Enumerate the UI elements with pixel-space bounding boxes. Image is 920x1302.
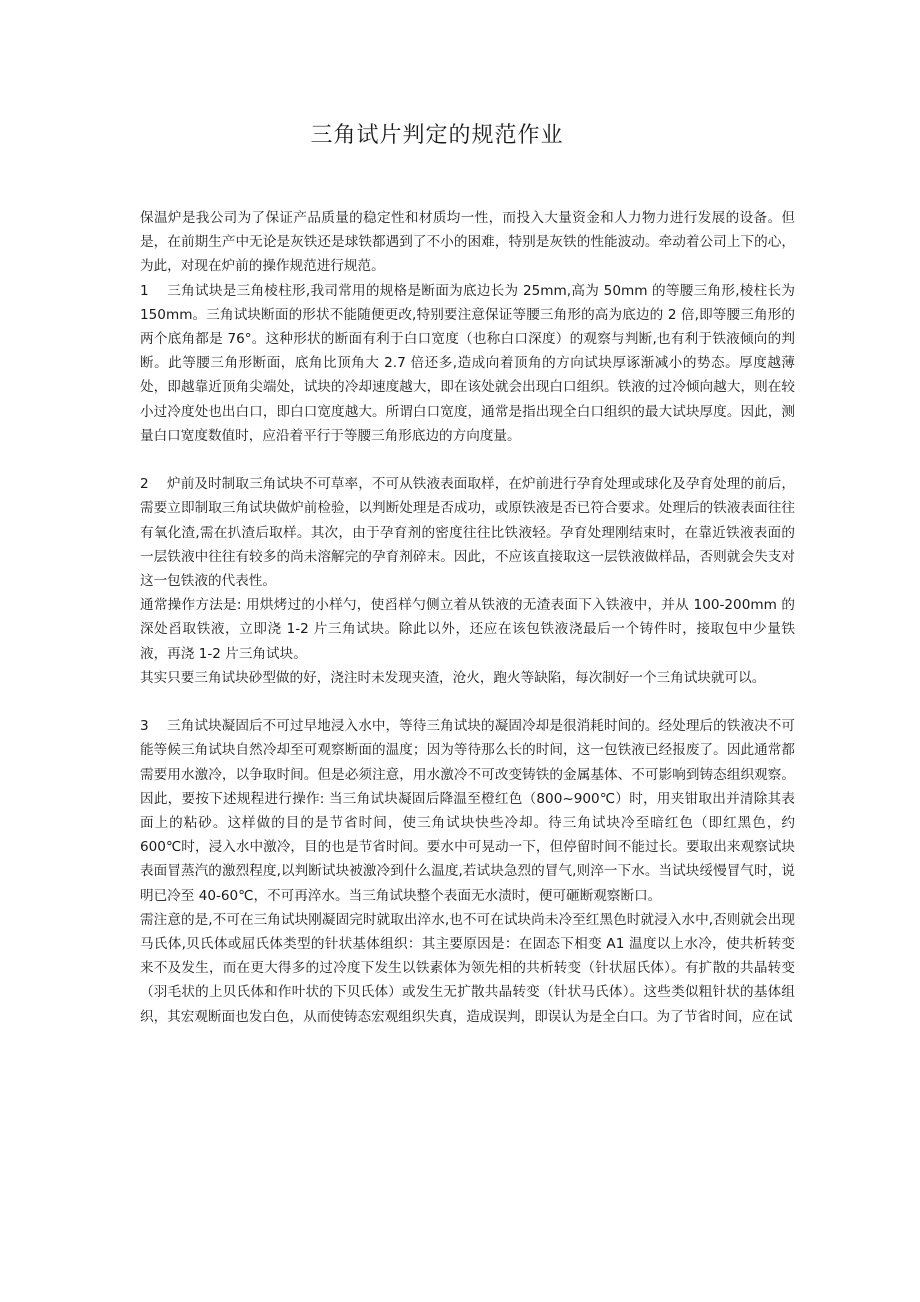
section-2-method-paragraph: 通常操作方法是: 用烘烤过的小样勺，使舀样勺侧立着从铁液的无渣表面下入铁液中，并从 100-200mm 的深处舀取铁液，立即浇 1-2 片三角试块。除此以外，还应在该包铁液浇最后一个铸件时，接取包中少量铁液，再浇 1-2 片三角试块。 xyxy=(140,597,795,662)
section-3-paragraph xyxy=(140,714,795,908)
paragraph-gap xyxy=(140,448,795,472)
paragraph-gap xyxy=(140,690,795,714)
document-body xyxy=(140,206,795,1029)
section-1-paragraph xyxy=(140,279,795,448)
section-3-caution-paragraph: 需注意的是,不可在三角试块刚凝固完时就取出淬水,也不可在试块尚未冷至红黑色时就浸入水中,否则就会出现马氏体,贝氏体或屈氏体类型的针状基体组织：其主要原因是：在固态下相变 A1 温度以上水冷，使共析转变来不及发生，而在更大得多的过冷度下发生以铁素体为领先相的共析转变（针状屈氏体）。有扩散的共晶转变（羽毛状的上贝氏体和作叶状的下贝氏体）或发生无扩散共晶转变（针状马氏体）。这些类似粗针状的基体组 织，其宏观断面也发白色，从而使铸态宏观组织失真，造成误判，即误认为是全白口。为了节省时间，应在试 xyxy=(140,911,795,1025)
section-1-number: 1 xyxy=(140,282,149,299)
section-2-number: 2 xyxy=(140,476,149,493)
section-1-text: 三角试块是三角棱柱形,我司常用的规格是断面为底边长为 25mm,高为 50mm 的等腰三角形,棱柱长为 150mm。三角试块断面的形状不能随便更改,特别要注意保证等腰三角形的高为底边的 2 倍,即等腰三角形的两个底角都是 76°。这种形状的断面有利于白口宽度（也称白口深度）的观察与判断,也有利于铁液倾向的判断。此等腰三角形断面，底角比顶角大 2.7 倍还多,造成向着顶角的方向试块厚诼渐减小的势态。厚度越薄处，即越靠近顶角尖端处，试块的冷却速度越大，即在该处就会出现白口组织。铁液的过冷倾向越大，则在较小过冷度处也出白口，即白口宽度越大。所谓白口宽度，通常是指出现全白口组织的最大试块厚度。因此，测量白口宽度数值时，应沿着平行于等腰三角形底边的方向度量。 xyxy=(140,282,795,444)
section-2-paragraph xyxy=(140,472,795,593)
section-2-note-paragraph: 其实只要三角试块砂型做的好，浇注时未发现夹渣，沧火，跑火等缺陷，每次制好一个三角试块就可以。 xyxy=(140,669,766,686)
intro-paragraph: 保温炉是我公司为了保证产品质量的稳定性和材质均一性，而投入大量资金和人力物力进行发展的设备。但是，在前期生产中无论是灰铁还是球铁都遇到了不小的困难，特别是灰铁的性能波动。牵动着公司上下的心，为此，对现在炉前的操作规范进行规范。 xyxy=(140,210,795,275)
section-2-text: 炉前及时制取三角试块不可草率，不可从铁液表面取样，在炉前进行孕育处理或球化及孕育处理的前后，需要立即制取三角试块做炉前检验，以判断处理是否成功，或原铁液是否已符合要求。处理后的铁液表面往往有氧化渣,需在扒渣后取样。其次，由于孕育剂的密度往往比铁液轻。孕育处理刚结束时，在靠近铁液表面的一层铁液中往往有较多的尚未溶解完的孕育剂碎末。因此，不应该直接取这一层铁液做样品，否则就会失支对这一包铁液的代表性。 xyxy=(140,476,795,590)
document-title: 三角试片判定的规范作业 xyxy=(310,123,564,148)
section-3-text: 三角试块凝固后不可过早地浸入水中，等待三角试块的凝固冷却是很消耗时间的。经处理后的铁液决不可能等候三角试块自然冷却至可观察断面的温度；因为等待那么长的时间，这一包铁液已经报废了。因此通常都需要用水激冷，以争取时间。但是必须注意，用水激冷不可改变铸铁的金属基体、不可影响到铸态组织观察。因此，要按下述规程进行操作: 当三角试块凝固后降温至橙红色（800~900℃）时，用夹钳取出并清除其表面上的粘砂。这样做的目的是节省时间，使三角试块快些冷却。待三角试块冷至暗红色（即红黑色，约 600℃时，浸入水中激冷，目的也是节省时间。要水中可晃动一下，但停留时间不能过长。要取出来观察试块表面冒蒸汽的激烈程度,以判断试块被激冷到什么温度,若试块急烈的冒气,则淬一下水。当试块绥慢冒气时，说明已冷至 40-60℃，不可再淬水。当三角试块整个表面无水渍时，便可砸断观察断口。 xyxy=(140,718,795,904)
section-3-number: 3 xyxy=(140,718,149,735)
